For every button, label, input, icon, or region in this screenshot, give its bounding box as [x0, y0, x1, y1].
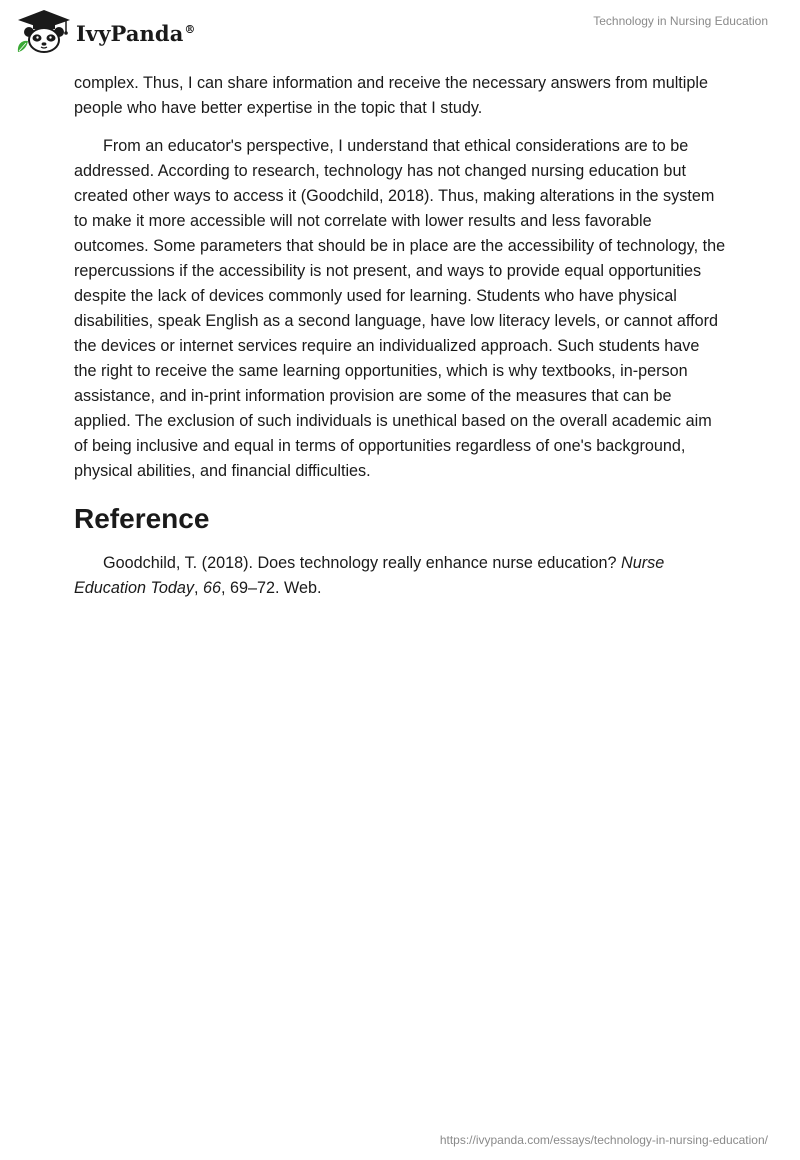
- reference-journal: Nurse Education Today: [74, 554, 665, 597]
- reference-volume: 66: [203, 579, 222, 597]
- reference-citation-text: Goodchild, T. (2018). Does technology really enhance nurse education?: [103, 554, 622, 572]
- reference-entry: [74, 551, 726, 601]
- reference-heading: Reference: [74, 503, 210, 534]
- page-header: [0, 0, 800, 60]
- essay-content: [74, 71, 726, 614]
- registered-mark: ®: [184, 22, 196, 36]
- panda-graduate-logo-icon: [14, 8, 74, 54]
- reference-pages: , 69–72. Web.: [221, 579, 322, 597]
- ivypanda-logo[interactable]: [14, 8, 196, 54]
- document-title: Technology in Nursing Education: [593, 14, 768, 28]
- body-paragraph: From an educator's perspective, I understand that ethical considerations are to be addressed. According to research, technology has not changed nursing education but created other ways to access it (Goodchild, 2018). Thus, making alterations in the system to make it more accessible will not correlate with lower results and less favorable outcomes. Some parameters that should be in place are the accessibility of technology, the repercussions if the accessibility is not present, and ways to provide equal opportunities despite the lack of devices commonly used for learning. Students who have physical disabilities, speak English as a second language, have low literacy levels, or cannot afford the devices or internet services require an individualized approach. Such students have the right to receive the same learning opportunities, which is why textbooks, in-person assistance, and in-print information provision are some of the measures that can be applied. The exclusion of such individuals is unethical based on the overall academic aim of being inclusive and equal in terms of opportunities regardless of one's background, physical abilities, and financial difficulties.: [74, 137, 726, 480]
- body-paragraph: complex. Thus, I can share information and receive the necessary answers from multiple people who have better expertise in the topic that I study.: [74, 74, 708, 117]
- source-url-link[interactable]: https://ivypanda.com/essays/technology-in-nursing-education/: [439, 1133, 768, 1147]
- logo-wordmark: IvyPanda®: [76, 20, 196, 46]
- reference-separator: ,: [194, 579, 203, 597]
